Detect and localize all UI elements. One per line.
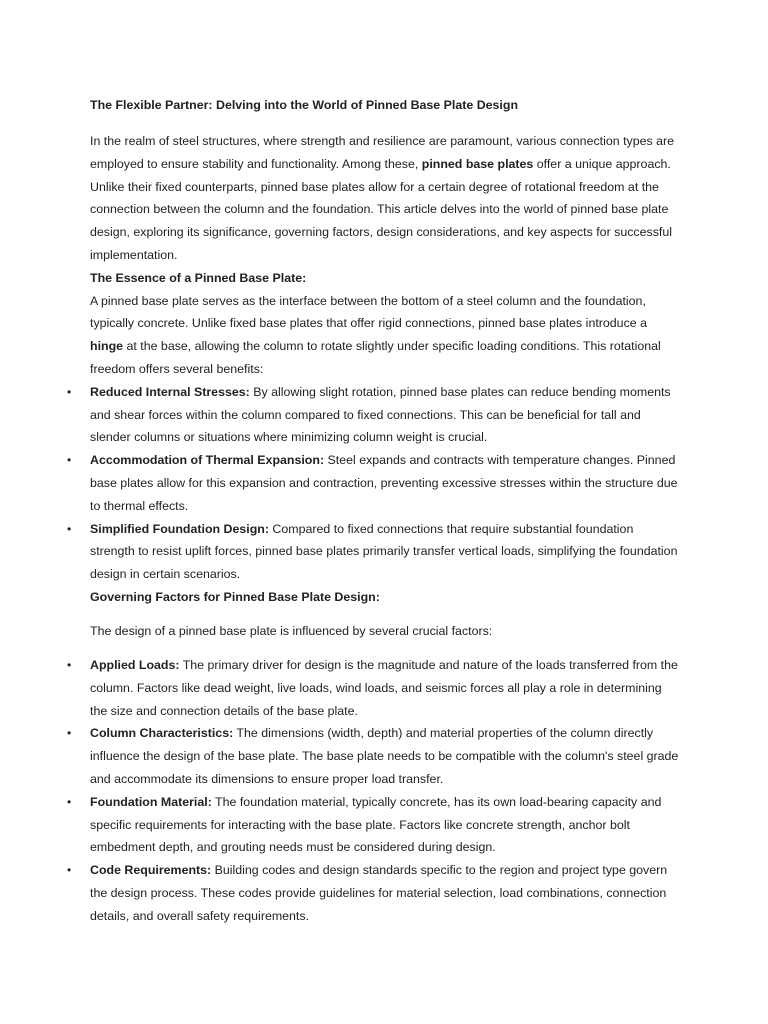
essence-text-before: A pinned base plate serves as the interface between the bottom of a steel column and the foundation, typically concrete. Unlike fixed base plates that offer rigid connections, pinned base plates introduce a (90, 293, 647, 331)
list-item (67, 791, 680, 859)
section-governing-block (67, 654, 680, 928)
bullet-icon: • (67, 658, 72, 672)
list-item (67, 518, 680, 586)
list-item (67, 449, 680, 517)
factors-list (67, 654, 680, 928)
list-item-text: Compared to fixed connections that require substantial foundation strength to resist uplift forces, pinned base plates primarily transfer vertical loads, simplifying the foundation design in certain scenarios. (90, 521, 678, 582)
bullet-icon: • (67, 453, 72, 468)
list-item-text: By allowing slight rotation, pinned base plates can reduce bending moments and shear forces within the column compared to fixed connections. This can be beneficial for tall and slender columns or situations where minimizing column weight is crucial. (90, 384, 671, 445)
list-item (67, 859, 680, 927)
bullet-icon: • (67, 384, 72, 399)
essence-text-after: at the base, allowing the column to rotate slightly under specific loading conditions. This rotational freedom offers several benefits: (90, 339, 661, 376)
intro-text-after: offer a unique approach. Unlike their fixed counterparts, pinned base plates allow for a certain degree of rotational freedom at the connection between the column and the foundation. This article delves into the world of pinned base plate design, exploring its significance, governing factors, design considerations, and key aspects for successful implementation. (90, 156, 672, 262)
section-heading-essence: The Essence of a Pinned Base Plate: (90, 270, 307, 285)
list-item (67, 381, 680, 449)
list-item-text: Building codes and design standards specific to the region and project type govern the design process. These codes provide guidelines for material selection, load combinations, connection details, and overall safety requirements. (90, 863, 668, 923)
bullet-icon: • (67, 794, 72, 809)
list-item (67, 722, 680, 790)
intro-paragraph (90, 130, 680, 267)
essence-bold-term: hinge (90, 339, 124, 354)
list-item-text: The dimensions (width, depth) and material properties of the column directly influence the design of the base plate. The base plate needs to be compatible with the column's steel grade and accommodate its dimensions to ensure proper load transfer. (90, 726, 679, 786)
list-item-term: Accommodation of Thermal Expansion: (90, 453, 325, 468)
list-item-text: The primary driver for design is the magnitude and nature of the loads transferred from the column. Factors like dead weight, live loads, wind loads, and seismic forces all play a role in determining the size and connection details of the base plate. (90, 658, 678, 718)
list-item-term: Applied Loads: (90, 658, 180, 672)
list-item-text: Steel expands and contracts with temperature changes. Pinned base plates allow for this expansion and contraction, preventing excessive stresses within the structure due to thermal effects. (90, 453, 678, 513)
list-item-term: Reduced Internal Stresses: (90, 384, 250, 399)
intro-bold-term: pinned base plates (421, 156, 534, 171)
list-item-term: Column Characteristics: (90, 726, 234, 741)
essence-paragraph (90, 290, 680, 381)
bullet-icon: • (67, 726, 72, 741)
section-heading-governing: Governing Factors for Pinned Base Plate Design: (90, 590, 380, 604)
list-item-term: Code Requirements: (90, 863, 212, 878)
intro-text-before: In the realm of steel structures, where strength and resilience are paramount, various connection types are employed to ensure stability and functionality. Among these, (90, 134, 675, 171)
list-item-term: Foundation Material: (90, 794, 212, 809)
list-item (67, 654, 680, 722)
list-item-text: The foundation material, typically concrete, has its own load-bearing capacity and specific requirements for interacting with the base plate. Factors like concrete strength, anchor bolt embedment depth, and grouting needs must be considered during design. (90, 794, 662, 855)
list-item-term: Simplified Foundation Design: (90, 521, 269, 536)
document-title: The Flexible Partner: Delving into the World of Pinned Base Plate Design (90, 98, 519, 112)
benefits-list (67, 381, 680, 586)
bullet-icon: • (67, 863, 72, 878)
section-essence-block (67, 130, 680, 586)
bullet-icon: • (67, 521, 72, 536)
governing-intro-paragraph: The design of a pinned base plate is influenced by several crucial factors: (90, 624, 493, 638)
